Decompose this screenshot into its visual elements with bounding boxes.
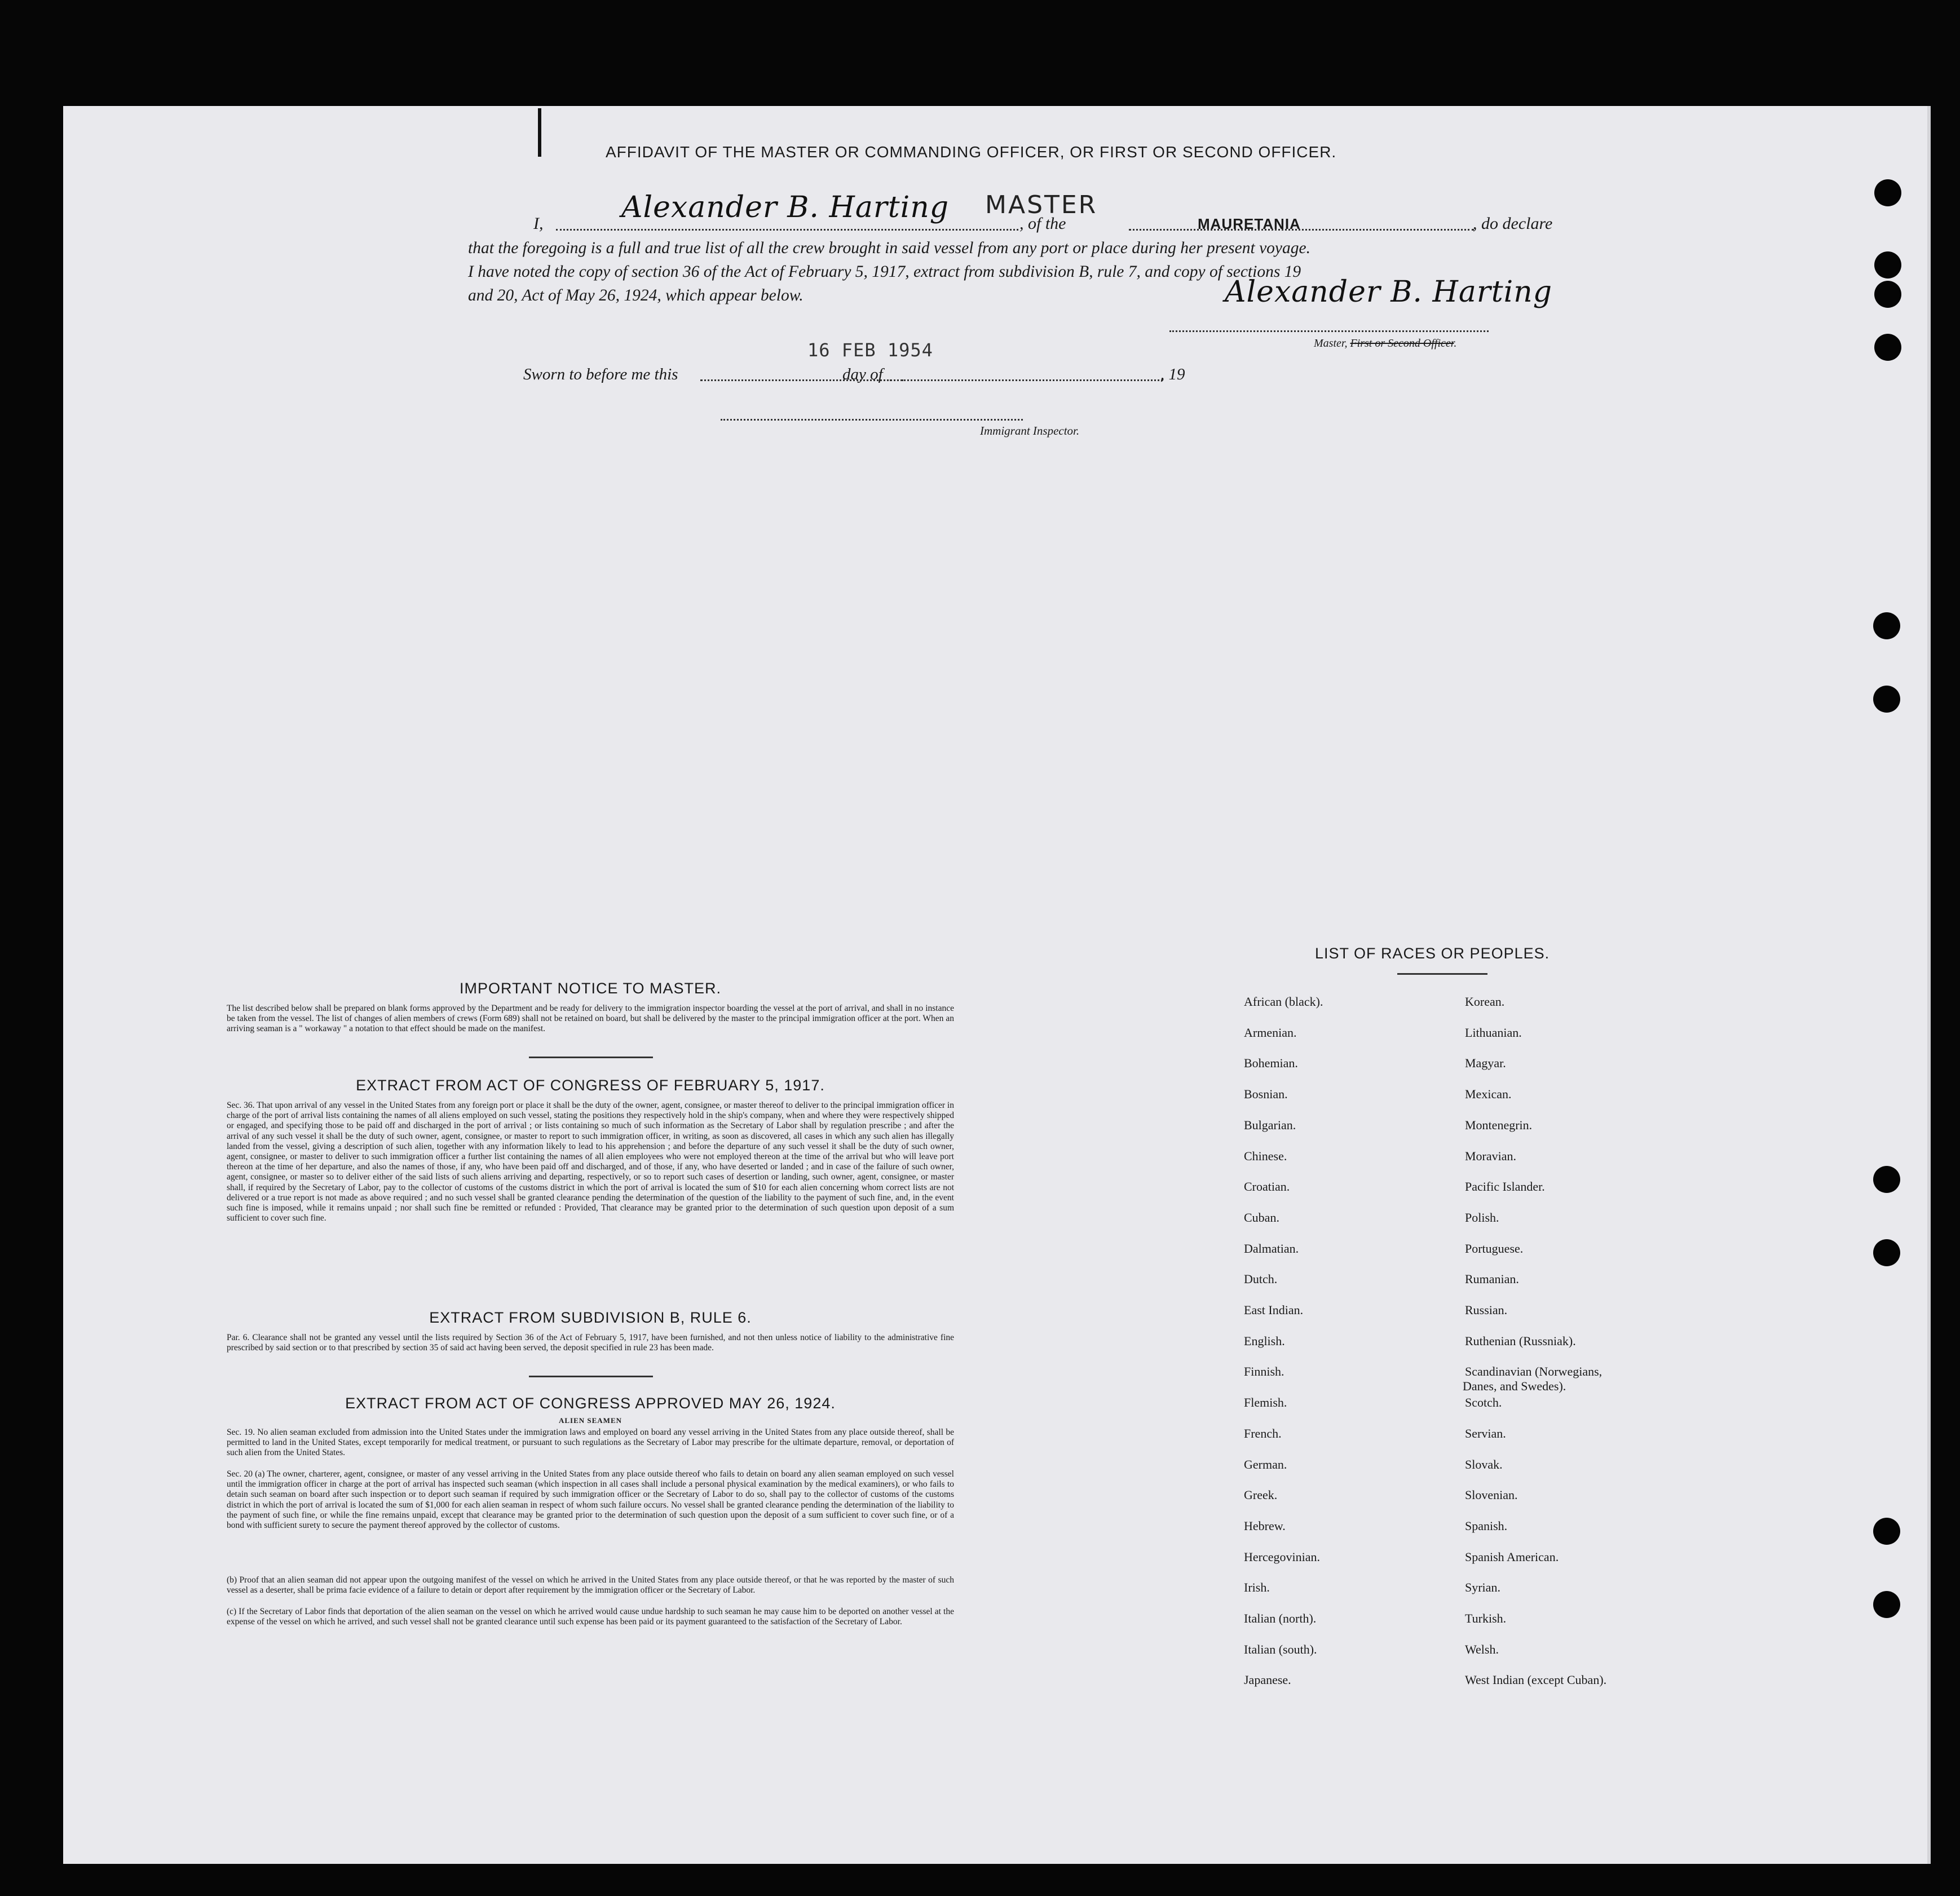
affidavit-line-4: and 20, Act of May 26, 1924, which appear below. [468, 286, 804, 304]
signer-signature: Alexander B. Harting [1225, 275, 1553, 309]
race-item: Servian. [1465, 1426, 1506, 1440]
handwritten-rank: MASTER [985, 191, 1098, 219]
act1924-sec20c: (c) If the Secretary of Labor finds that deportation of the alien seaman on the vessel on which he arrived would cause undue hardship to such seaman he may cause him to be deported on another vessel at the expense of the vessel on which he arrived, and such vessel shall not be granted clearance until such expense has been paid or its payment guaranteed to the satisfaction of the Secretary of Labor. [227, 1607, 954, 1627]
race-item: West Indian (except Cuban). [1465, 1673, 1607, 1687]
race-item: Montenegrin. [1465, 1117, 1533, 1132]
master-signature-name: Alexander B. Harting [621, 191, 950, 224]
punch-hole [1874, 179, 1901, 206]
inspector-label: Immigrant Inspector. [980, 424, 1080, 437]
sworn-year: , 19 [1160, 365, 1185, 383]
act1924-title: EXTRACT FROM ACT OF CONGRESS APPROVED MAY 26, 1924. [345, 1395, 836, 1412]
race-item: Dutch. [1244, 1272, 1278, 1287]
punch-hole [1873, 686, 1900, 713]
race-item: Polish. [1465, 1210, 1499, 1225]
race-item: Japanese. [1244, 1673, 1291, 1687]
race-item: Portuguese. [1465, 1241, 1524, 1256]
race-item: Spanish. [1465, 1518, 1508, 1533]
race-item: Ruthenian (Russniak). [1465, 1333, 1576, 1348]
divider [529, 1057, 653, 1058]
race-item: Hebrew. [1244, 1518, 1286, 1533]
punch-hole [1874, 281, 1901, 308]
race-item: Danes, and Swedes). [1463, 1379, 1566, 1394]
notice-title: IMPORTANT NOTICE TO MASTER. [459, 980, 722, 997]
act1924-sec19: Sec. 19. No alien seaman excluded from admission into the United States under the immigration laws and employed on board any vessel arriving in the United States from any place outside thereof, shall be permitted to land in the United States, except temporarily for medical treatment, or pursuant to such regulations as the Secretary of Labor may prescribe for the ultimate departure, removal, or deportation of such alien from the United States. [227, 1427, 954, 1458]
sworn-day-of: day of [842, 365, 883, 383]
of-the-label: , of the [1019, 214, 1066, 233]
race-item: German. [1244, 1457, 1287, 1471]
race-item: Cuban. [1244, 1210, 1279, 1225]
race-item: Irish. [1244, 1580, 1270, 1595]
race-item: Slovenian. [1465, 1488, 1518, 1502]
vessel-name: MAURETANIA [1198, 215, 1301, 232]
race-item: Syrian. [1465, 1580, 1500, 1595]
act1924-subtitle: ALIEN SEAMEN [558, 1416, 623, 1425]
race-item: Hercegovinian. [1244, 1549, 1320, 1564]
race-item: African (black). [1244, 995, 1323, 1009]
rule6-body: Par. 6. Clearance shall not be granted any vessel until the lists required by Section 36 of the Act of February 5, 1917, have been furnished, and not then unless notice of liability to the administrative fine prescribed by said section or to that prescribed by section 35 of said act having been served, the deposit specified in rule 23 has been made. [227, 1333, 954, 1353]
act1917-body: Sec. 36. That upon arrival of any vessel in the United States from any foreign port or place it shall be the duty of the owner, agent, consignee, or master thereof to deliver to the principal immigration officer in charge of the port of arrival lists containing the names of all aliens employed on such vessel, stating the positions they respectively hold in the ship's company, when and where they were respectively shipped or engaged, and specifying those to be paid off and discharged in the port of arrival ; or lists containing so much of such information as the Secretary of Labor shall by regulation prescribe ; and after the arrival of any such vessel it shall be the duty of such owner, agent, consignee, or master to report to such immigration officer, in writing, as soon as discovered, all cases in which any such alien has illegally landed from the vessel, giving a description of such alien, together with any information likely to lead to his apprehension ; and before the departure of any such vessel it shall be the duty of such owner, agent, consignee, or master to deliver to such immigration officer a further list containing the names of all alien employees who were not employed thereon at the time of the arrival but who will leave port thereon at the time of her departure, and also the names of those, if any, who have been paid off and discharged, and of those, if any, who have deserted or landed ; and in case of the failure of such owner, agent, consignee, or master so to deliver either of the said lists of such aliens arriving and departing, respectively, or so to report such cases of desertion or landing, such owner, agent, consignee, or master shall, if required by the Secretary of Labor, pay to the collector of customs of the customs district in which the port of arrival is located the sum of $10 for each alien concerning whom correct lists are not delivered or a true report is not made as above required ; and no such vessel shall be granted clearance pending the determination of the question of the liability to the payment of such fine, and, in the event such fine is imposed, while it remains unpaid ; nor shall such fine be remitted or refunded : Provided, That clearance may be granted prior to the determination of such question upon deposit of a sum sufficient to cover such fine. [227, 1101, 954, 1223]
race-item: Russian. [1465, 1303, 1508, 1317]
race-item: Lithuanian. [1465, 1025, 1522, 1040]
signer-role-master: Master, [1314, 337, 1350, 350]
race-item: Turkish. [1465, 1611, 1507, 1625]
race-item: Magyar. [1465, 1056, 1506, 1071]
race-item: Welsh. [1465, 1642, 1499, 1656]
race-item: Chinese. [1244, 1148, 1287, 1163]
do-declare-label: , do declare [1473, 214, 1553, 233]
inspector-signature-line [721, 419, 1023, 421]
punch-hole [1874, 251, 1901, 279]
race-item: Finnish. [1244, 1364, 1284, 1379]
race-item: Scotch. [1465, 1395, 1502, 1410]
affidavit-i-label: I, [533, 214, 544, 233]
document-page [63, 106, 1931, 1864]
sworn-prefix: Sworn to before me this [523, 365, 678, 383]
races-title: LIST OF RACES OR PEOPLES. [1315, 945, 1550, 962]
divider [529, 1376, 653, 1377]
punch-hole [1873, 1239, 1900, 1266]
race-item: Pacific Islander. [1465, 1179, 1545, 1194]
race-item: English. [1244, 1333, 1285, 1348]
signer-role-suffix: . [1454, 337, 1457, 350]
punch-hole [1873, 1166, 1900, 1193]
ink-mark [538, 108, 541, 157]
act1917-title: EXTRACT FROM ACT OF CONGRESS OF FEBRUARY 5, 1917. [356, 1077, 825, 1094]
race-item: Slovak. [1465, 1457, 1503, 1471]
affidavit-line-2: that the foregoing is a full and true list of all the crew brought in said vessel from any port or place during her present voyage. [468, 239, 1310, 257]
race-item: Croatian. [1244, 1179, 1290, 1194]
date-stamp: 16 FEB 1954 [807, 339, 933, 361]
race-item: Korean. [1465, 995, 1505, 1009]
race-item: Rumanian. [1465, 1272, 1519, 1287]
race-item: Spanish American. [1465, 1549, 1559, 1564]
race-item: Moravian. [1465, 1148, 1517, 1163]
race-item: Flemish. [1244, 1395, 1287, 1410]
race-item: Bulgarian. [1244, 1117, 1296, 1132]
race-item: Armenian. [1244, 1025, 1297, 1040]
punch-hole [1873, 612, 1900, 639]
race-item: Bohemian. [1244, 1056, 1298, 1071]
punch-hole [1873, 1591, 1900, 1618]
punch-hole [1873, 1518, 1900, 1545]
rule6-title: EXTRACT FROM SUBDIVISION B, RULE 6. [429, 1309, 752, 1326]
master-name-field [556, 229, 1018, 231]
race-item: Scandinavian (Norwegians, [1465, 1364, 1603, 1379]
affidavit-title: AFFIDAVIT OF THE MASTER OR COMMANDING OFFICER, OR FIRST OR SECOND OFFICER. [606, 143, 1337, 161]
sworn-month-field [890, 379, 1163, 381]
race-item: French. [1244, 1426, 1282, 1440]
race-item: Italian (north). [1244, 1611, 1317, 1625]
race-item: East Indian. [1244, 1303, 1304, 1317]
signer-line [1169, 330, 1489, 332]
race-item: Mexican. [1465, 1087, 1512, 1102]
race-item: Bosnian. [1244, 1087, 1288, 1102]
race-item: Italian (south). [1244, 1642, 1317, 1656]
signer-role [1314, 337, 1456, 350]
notice-body: The list described below shall be prepared on blank forms approved by the Department and be ready for delivery to the immigration inspector boarding the vessel at the port of arrival, and shall in no instance be taken from the vessel. The list of changes of alien members of crews (Form 689) shall not be retained on board, but shall be delivered by the master to the principal immigration officer at the port. When an arriving seaman is a " workaway " a notation to that effect should be made on the manifest. [227, 1004, 954, 1034]
signer-role-struck: First or Second Officer [1350, 337, 1454, 350]
act1924-sec20a: Sec. 20 (a) The owner, charterer, agent, consignee, or master of any vessel arriving in the United States from any place outside thereof who fails to detain on board any alien seaman employed on such vessel until the immigration officer in charge at the port of arrival has inspected such seaman (which inspection in all cases shall include a personal physical examination by the medical examiners), or who fails to detain such seaman on board after such inspection or to deport such seaman if required by such immigration officer or the Secretary of Labor to do so, shall pay to the collector of customs of the customs district in which the port of arrival is located the sum of $1,000 for each alien seaman in respect of whom such failure occurs. No vessel shall be granted clearance pending the determination of the liability to the payment of such fine, or while the fine remains unpaid, except that clearance may be granted prior to the determination of such question upon the deposit of a sum sufficient to cover such fine, or of a bond with sufficient surety to secure the payment thereof approved by the collector of customs. [227, 1469, 954, 1531]
affidavit-line-3: I have noted the copy of section 36 of the Act of February 5, 1917, extract from subdivision B, rule 7, and copy of sections 19 [468, 263, 1301, 281]
punch-hole [1874, 334, 1901, 361]
race-item: Dalmatian. [1244, 1241, 1299, 1256]
race-item: Greek. [1244, 1488, 1278, 1502]
vessel-name-field [1129, 229, 1474, 231]
act1924-sec20b: (b) Proof that an alien seaman did not appear upon the outgoing manifest of the vessel on which he arrived in the United States from any place outside thereof, or that he was reported by the master of such vessel as a deserter, shall be prima facie evidence of a failure to detain or deport after requirement by the immigration officer or the Secretary of Labor. [227, 1575, 954, 1596]
divider [1397, 973, 1487, 975]
